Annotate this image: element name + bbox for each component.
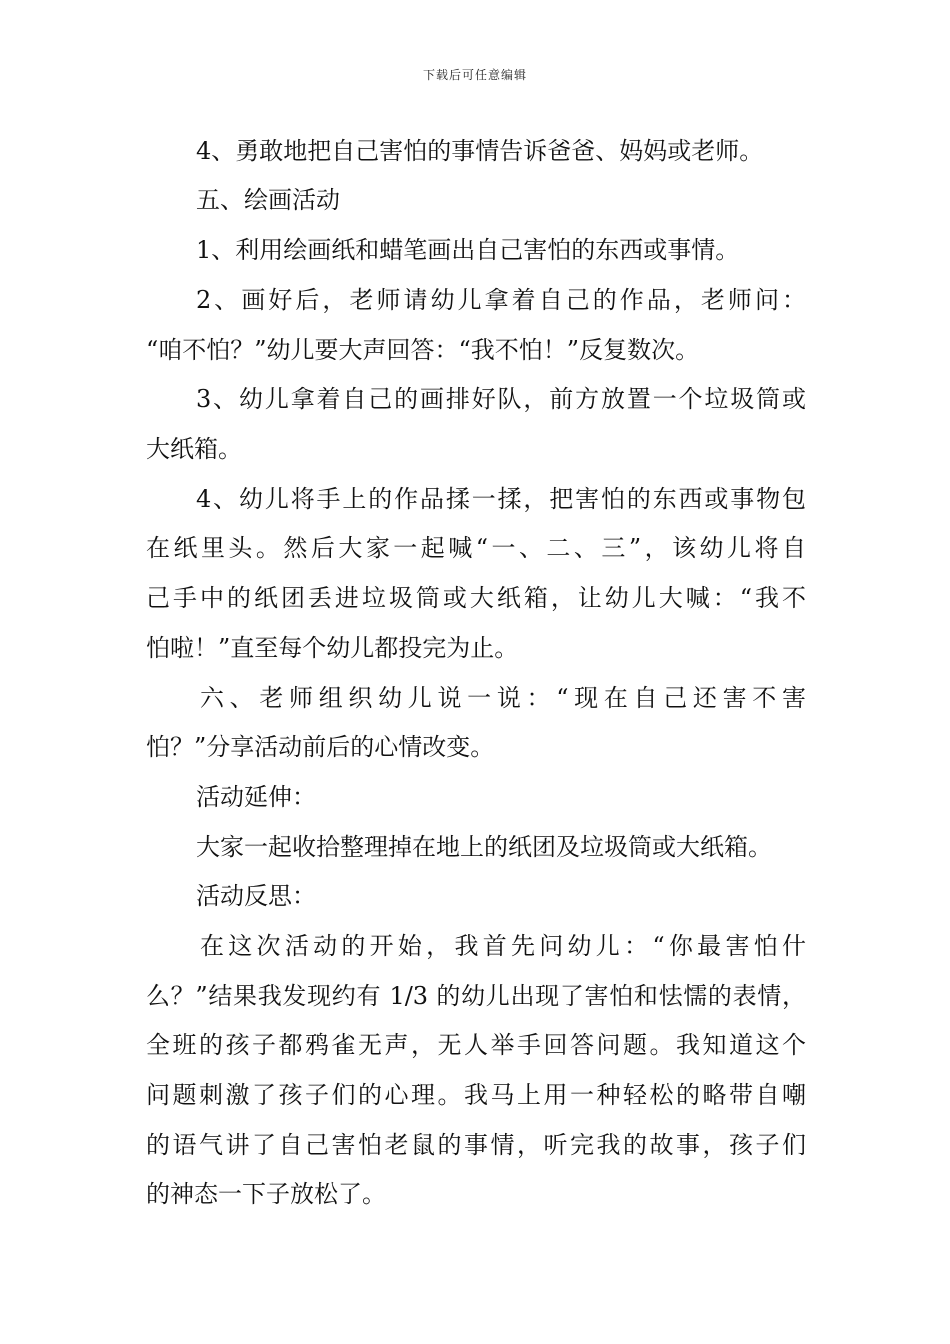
paragraph-line: 怕啦！”直至每个幼儿都投完为止。 (146, 634, 519, 662)
page-header: 下载后可任意编辑 (422, 68, 527, 82)
paragraph-line: “咱不怕？”幼儿要大声回答：“我不怕！”反复数次。 (146, 336, 700, 364)
paragraph-line: 大纸箱。 (146, 435, 242, 463)
paragraph-line: 己手中的纸团丢进垃圾筒或大纸箱，让幼儿大喊：“我不 (146, 584, 806, 612)
paragraph-line: 全班的孩子都鸦雀无声，无人举手回答问题。我知道这个 (146, 1031, 806, 1059)
section-heading: 活动延伸： (196, 783, 316, 811)
section-heading: 活动反思： (196, 882, 316, 910)
paragraph-line: 在这次活动的开始，我首先问幼儿：“你最害怕什 (200, 932, 806, 960)
paragraph-line: 的神态一下子放松了。 (146, 1180, 386, 1208)
paragraph-line: 问题刺激了孩子们的心理。我马上用一种轻松的略带自嘲 (146, 1081, 806, 1109)
paragraph-line: 2、画好后，老师请幼儿拿着自己的作品，老师问： (196, 286, 806, 314)
paragraph-line: 1、利用绘画纸和蜡笔画出自己害怕的东西或事情。 (196, 236, 740, 264)
paragraph-line: 六、老师组织幼儿说一说：“现在自己还害不害 (200, 684, 806, 712)
paragraph-line: 怕？”分享活动前后的心情改变。 (146, 733, 495, 761)
paragraph-line: 3、幼儿拿着自己的画排好队，前方放置一个垃圾筒或 (196, 385, 806, 413)
paragraph-line: 的语气讲了自己害怕老鼠的事情，听完我的故事，孩子们 (146, 1131, 806, 1159)
paragraph-line: 4、幼儿将手上的作品揉一揉，把害怕的东西或事物包 (196, 485, 806, 513)
section-heading: 五、绘画活动 (196, 186, 340, 214)
paragraph-line: 大家一起收拾整理掉在地上的纸团及垃圾筒或大纸箱。 (196, 833, 772, 861)
paragraph-line: 么？”结果我发现约有 1/3 的幼儿出现了害怕和怯懦的表情， (146, 982, 806, 1010)
paragraph-line: 4、勇敢地把自己害怕的事情告诉爸爸、妈妈或老师。 (196, 137, 764, 165)
paragraph-line: 在纸里头。然后大家一起喊“一、二、三”，该幼儿将自 (146, 534, 806, 562)
